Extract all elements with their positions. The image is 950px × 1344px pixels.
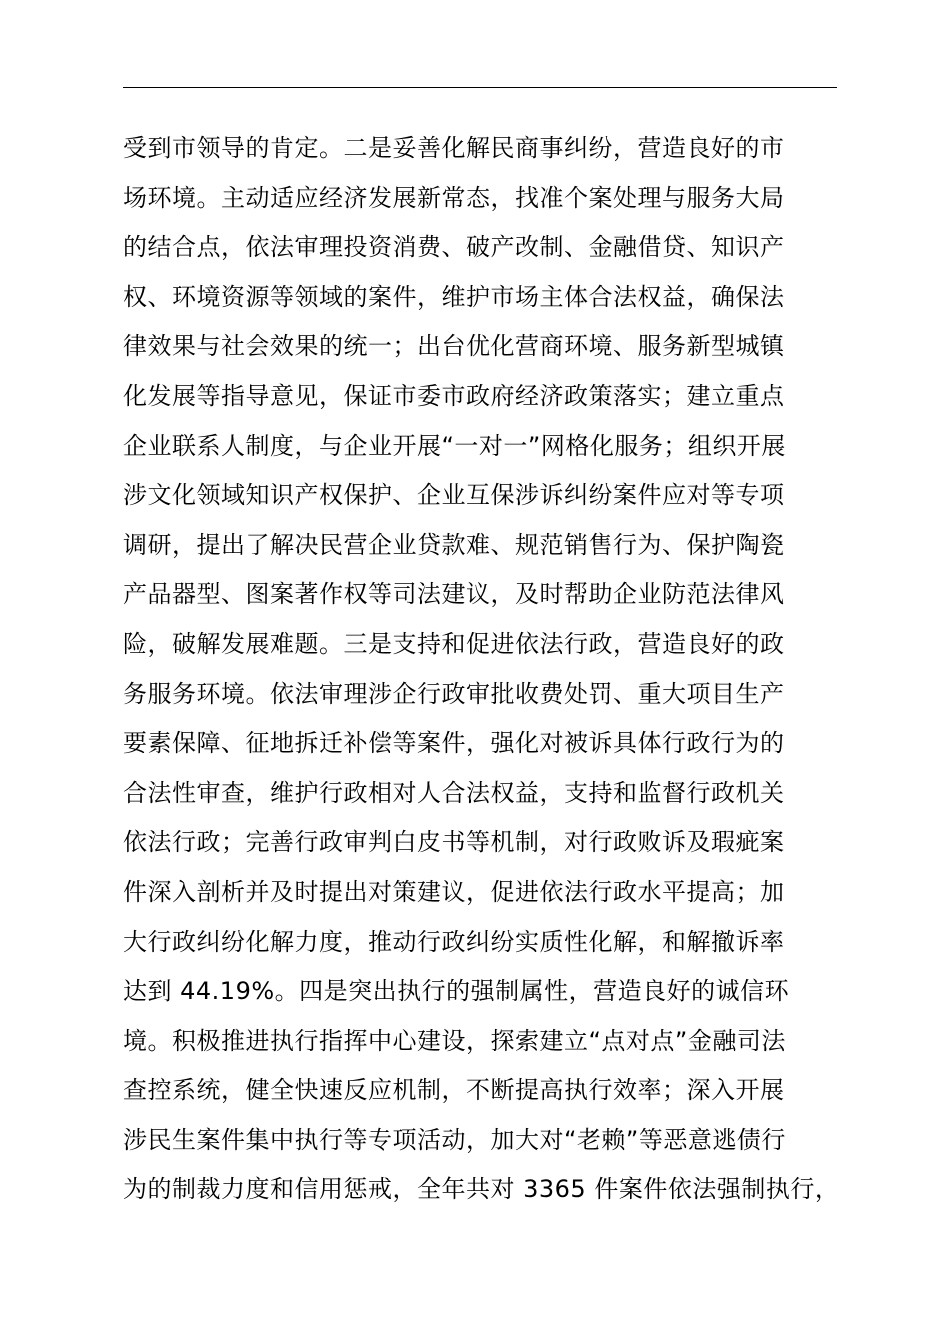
text-line: 查控系统，健全快速反应机制，不断提高执行效率；深入开展 — [123, 1076, 785, 1105]
text-line: 化发展等指导意见，保证市委市政府经济政策落实；建立重点 — [123, 381, 785, 410]
text-line: 险，破解发展难题。三是支持和促进依法行政，营造良好的政 — [123, 629, 785, 658]
body-paragraph — [123, 124, 843, 1215]
text-line: 件深入剖析并及时提出对策建议，促进依法行政水平提高；加 — [123, 877, 785, 906]
text-line: 要素保障、征地拆迁补偿等案件，强化对被诉具体行政行为的 — [123, 729, 785, 758]
text-line: 产品器型、图案著作权等司法建议，及时帮助企业防范法律风 — [123, 580, 785, 609]
header-divider — [123, 87, 837, 88]
text-line: 权、环境资源等领域的案件，维护市场主体合法权益，确保法 — [123, 282, 785, 311]
text-line: 场环境。主动适应经济发展新常态，找准个案处理与服务大局 — [123, 183, 785, 212]
text-line: 合法性审查，维护行政相对人合法权益，支持和监督行政机关 — [123, 778, 785, 807]
text-line: 大行政纠纷化解力度，推动行政纠纷实质性化解，和解撤诉率 — [123, 927, 785, 956]
text-line: 企业联系人制度，与企业开展“一对一”网格化服务；组织开展 — [123, 431, 786, 460]
text-line: 务服务环境。依法审理涉企行政审批收费处罚、重大项目生产 — [123, 679, 785, 708]
text-line: 达到 44.19%。四是突出执行的强制属性，营造良好的诚信环 — [123, 977, 790, 1006]
text-line: 涉文化领域知识产权保护、企业互保涉诉纠纷案件应对等专项 — [123, 481, 785, 510]
text-line: 境。积极推进执行指挥中心建设，探索建立“点对点”金融司法 — [123, 1026, 786, 1055]
text-line: 的结合点，依法审理投资消费、破产改制、金融借贷、知识产 — [123, 233, 785, 262]
text-line: 律效果与社会效果的统一；出台优化营商环境、服务新型城镇 — [123, 332, 785, 361]
text-line: 调研，提出了解决民营企业贷款难、规范销售行为、保护陶瓷 — [123, 530, 785, 559]
text-line: 涉民生案件集中执行等专项活动，加大对“老赖”等恶意逃债行 — [123, 1125, 786, 1154]
text-line: 为的制裁力度和信用惩戒，全年共对 3365 件案件依法强制执行， — [123, 1175, 840, 1204]
text-line: 受到市领导的肯定。二是妥善化解民商事纠纷，营造良好的市 — [123, 134, 785, 162]
text-line: 依法行政；完善行政审判白皮书等机制，对行政败诉及瑕疵案 — [123, 828, 785, 857]
